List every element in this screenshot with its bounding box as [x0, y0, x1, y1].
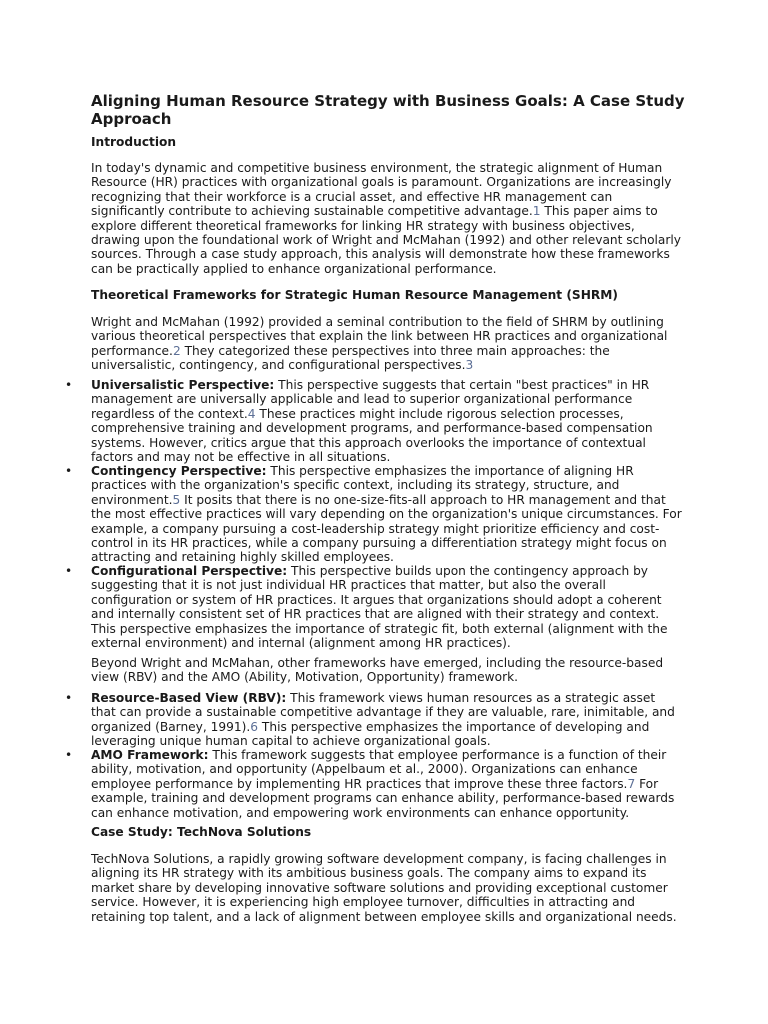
bullet-text-a: This framework suggests that employee performance is a function of their ability, motivation, and opportunity (Appelbaum et al., 2000). Organizations can enhance employee performance by implementing HR practices that improve these three factors. — [91, 748, 667, 791]
bullet-term: AMO Framework: — [91, 748, 209, 762]
frameworks-text-b: They categorized these perspectives into three main approaches: the universalistic, contingency, and configurational perspectives. — [91, 343, 610, 373]
bullet-text-b: For example, training and development programs can enhance ability, performance-based rewards can enhance motivation, and empowering work environments can enhance opportunity. — [91, 776, 675, 820]
bullet-marker: • — [65, 464, 73, 478]
bullet-text-b: These practices might include rigorous selection processes, comprehensive training and development programs, and performance-based compensation systems. However, critics argue that this approach overlooks the importance of contextual factors and may not be effective in all situations. — [91, 406, 653, 465]
bullet-contingency — [65, 464, 683, 565]
frameworks-text-a: Wright and McMahan (1992) provided a seminal contribution to the field of SHRM by outlining various theoretical perspectives that explain the link between HR practices and organizational performance. — [91, 315, 668, 358]
bullet-amo — [65, 748, 683, 820]
bullet-marker: • — [65, 378, 73, 392]
bullet-text-a: This framework views human resources as a strategic asset that can provide a sustainable competitive advantage if they are valuable, rare, inimitable, and organized (Barney, 1991). — [91, 691, 675, 734]
footnote-ref-2: 2 — [172, 343, 181, 358]
introduction-paragraph — [91, 161, 683, 276]
bullet-term: Contingency Perspective: — [91, 464, 267, 478]
footnote-ref-3: 3 — [465, 358, 474, 373]
footnote-ref-4: 4 — [247, 406, 256, 421]
frameworks-intro-paragraph — [91, 315, 683, 373]
introduction-text-a: In today's dynamic and competitive business environment, the strategic alignment of Human Resource (HR) practices with organizational goals is paramount. Organizations are increasingly recognizing that their workforce is a crucial asset, and effective HR management can significantly contribute to achieving sustainable competitive advantage. — [91, 161, 672, 219]
bullet-term: Configurational Perspective: — [91, 564, 288, 578]
bullet-marker: • — [65, 748, 73, 762]
bullet-term: Universalistic Perspective: — [91, 378, 275, 392]
bullet-marker: • — [65, 691, 73, 705]
bullet-text-b: This perspective emphasizes the importance of developing and leveraging unique human capital to achieve organizational goals. — [91, 719, 650, 749]
bullet-text-a: This perspective suggests that certain "best practices" in HR management are universally applicable and lead to superior organizational performance regardless of the context. — [91, 378, 650, 421]
footnote-ref-6: 6 — [250, 719, 259, 734]
case-study-paragraph: TechNova Solutions, a rapidly growing software development company, is facing challenges in aligning its HR strategy with its ambitious business goals. The company aims to expand its market share by developing innovative software solutions and providing exceptional customer service. However, it is experiencing high employee turnover, difficulties in attracting and retaining top talent, and a lack of alignment between employee skills and organizational needs. — [91, 852, 677, 924]
bullet-text-b: It posits that there is no one-size-fits-all approach to HR management and that the most effective practices will vary depending on the organization's unique circumstances. For example, a company pursuing a cost-leadership strategy might prioritize efficiency and cost-control in its HR practices, while a company pursuing a differentiation strategy might focus on attracting and retaining highly skilled employees. — [91, 492, 682, 565]
introduction-heading: Introduction — [91, 135, 177, 149]
beyond-paragraph: Beyond Wright and McMahan, other frameworks have emerged, including the resource-based view (RBV) and the AMO (Ability, Motivation, Opportunity) framework. — [91, 656, 664, 685]
bullet-term: Resource-Based View (RBV): — [91, 691, 287, 705]
footnote-ref-5: 5 — [172, 492, 181, 507]
frameworks-heading: Theoretical Frameworks for Strategic Human Resource Management (SHRM) — [91, 288, 618, 302]
bullet-text-a: This perspective builds upon the contingency approach by suggesting that it is not just individual HR practices that matter, but also the overall configuration or system of HR practices. It argues that organizations should adopt a coherent and internally consistent set of HR practices that are aligned with their strategy and context. This perspective emphasizes the importance of strategic fit, both external (alignment with the external environment) and internal (alignment among HR practices). — [91, 564, 668, 651]
footnote-ref-7: 7 — [627, 776, 636, 791]
bullet-rbv — [65, 691, 683, 749]
bullet-configurational — [65, 564, 683, 651]
document-title: Aligning Human Resource Strategy with Business Goals: A Case Study Approach — [91, 92, 685, 128]
footnote-ref-1: 1 — [532, 204, 541, 219]
bullet-marker: • — [65, 564, 73, 578]
introduction-text-b: This paper aims to explore different theoretical frameworks for linking HR strategy with business objectives, drawing upon the foundational work of Wright and McMahan (1992) and other relevant scholarly sources. Through a case study approach, this analysis will demonstrate how these frameworks can be practically applied to enhance organizational performance. — [91, 204, 681, 276]
bullet-text-a: This perspective emphasizes the importance of aligning HR practices with the organization's specific context, including its strategy, structure, and environment. — [91, 464, 634, 507]
bullet-universalistic — [65, 378, 683, 465]
case-study-heading: Case Study: TechNova Solutions — [91, 825, 312, 839]
